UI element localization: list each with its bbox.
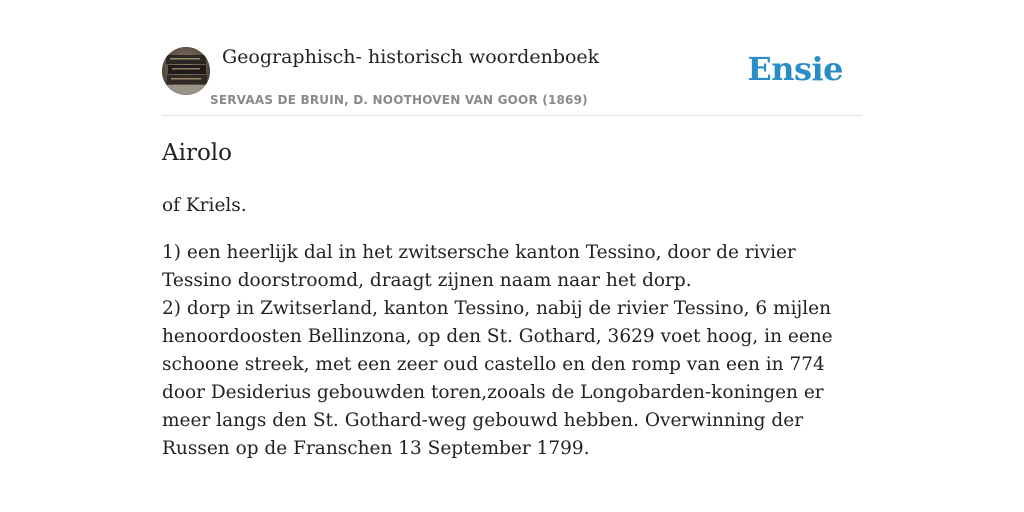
definition-item: 2) dorp in Zwitserland, kanton Tessino, nabij de rivier Tessino, 6 mijlen henoordoosten Bellinzona, op den St. Gothard, 3629 voet hoog, in eene schoone streek, met een zeer oud castello en den romp van een in 774 door Desiderius gebouwden toren,zooals de Longobarden-koningen er meer langs den St. Gothard-weg gebouwd hebben. Overwinning der Russen op de Franschen 13 September 1799. <box>162 298 833 459</box>
book-cover-icon <box>162 47 210 95</box>
brand-logo[interactable]: Ensie <box>747 50 843 88</box>
header-divider <box>162 115 862 116</box>
book-cover-avatar[interactable] <box>162 47 210 95</box>
entry-title: Airolo <box>162 140 233 166</box>
entry-intro: of Kriels. <box>162 195 247 216</box>
header <box>162 46 862 116</box>
book-authors: SERVAAS DE BRUIN, D. NOOTHOVEN VAN GOOR (1869) <box>210 93 588 107</box>
book-title[interactable]: Geographisch- historisch woordenboek <box>222 46 600 68</box>
entry-content <box>162 192 862 482</box>
definition-item: 1) een heerlijk dal in het zwitsersche kanton Tessino, door de rivier Tessino doorstroomd, draagt zijnen naam naar het dorp. <box>162 242 796 291</box>
entry-definitions <box>162 239 862 463</box>
